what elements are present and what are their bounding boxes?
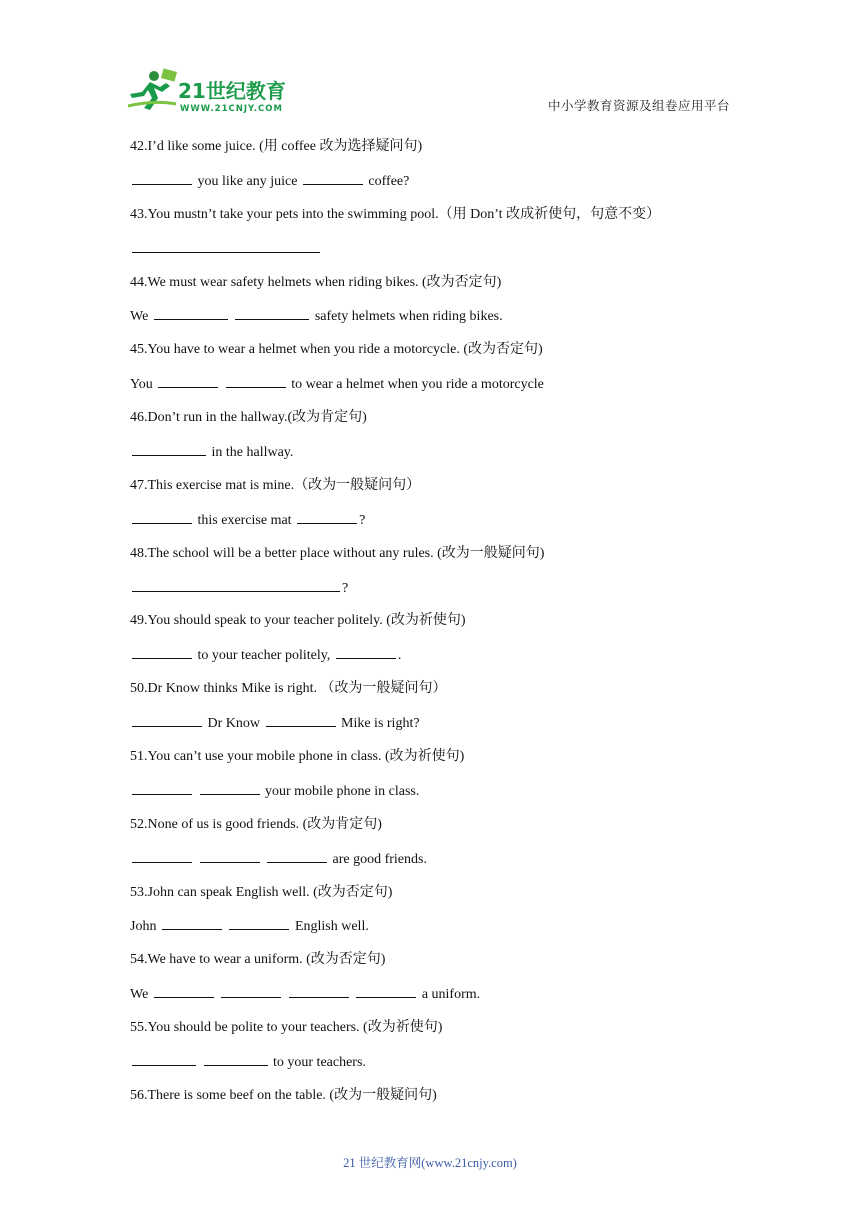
- answer-line-47: [130, 508, 750, 542]
- 21cnjy-logo: [124, 68, 294, 116]
- question-56: [130, 1084, 750, 1118]
- question-48: [130, 542, 750, 576]
- question-46: [130, 406, 750, 440]
- question-prompt: We must wear safety helmets when riding bikes. (改为否定句): [147, 274, 502, 290]
- question-number: 53.: [130, 884, 148, 900]
- question-number: 54.: [130, 952, 148, 968]
- question-number: 45.: [130, 342, 148, 358]
- answer-blank[interactable]: [132, 643, 192, 659]
- answer-line-53: [130, 914, 750, 948]
- runner-icon: [128, 68, 177, 110]
- question-prompt: We have to wear a uniform. (改为否定句): [147, 952, 386, 968]
- answer-blank[interactable]: [356, 982, 416, 998]
- answer-line-51: [130, 779, 750, 813]
- question-number: 49.: [130, 613, 148, 629]
- question-prompt: The school will be a better place without any rules. (改为一般疑问句): [147, 545, 545, 561]
- answer-text: Mike is right?: [341, 716, 420, 732]
- answer-text: coffee?: [368, 173, 410, 189]
- question-50: [130, 677, 750, 711]
- question-number: 56.: [130, 1087, 148, 1103]
- question-54: [130, 948, 750, 982]
- question-number: 51.: [130, 749, 148, 765]
- answer-blank[interactable]: [132, 779, 192, 795]
- answer-text: ?: [359, 512, 366, 528]
- logo-title: 21世纪教育: [178, 79, 286, 103]
- answer-text: safety helmets when riding bikes.: [314, 309, 503, 325]
- answer-blank[interactable]: [162, 914, 222, 930]
- answer-blank[interactable]: [132, 169, 192, 185]
- answer-text: You: [130, 377, 153, 393]
- answer-text: ?: [342, 580, 349, 596]
- question-47: [130, 474, 750, 508]
- question-number: 50.: [130, 681, 148, 697]
- answer-blank[interactable]: [226, 372, 286, 388]
- question-prompt: You have to wear a helmet when you ride a motorcycle. (改为否定句): [147, 342, 543, 358]
- answer-text: Dr Know: [207, 716, 260, 732]
- answer-blank[interactable]: [154, 304, 228, 320]
- question-prompt: None of us is good friends. (改为肯定句): [147, 816, 382, 832]
- question-number: 52.: [130, 816, 148, 832]
- question-number: 48.: [130, 545, 148, 561]
- answer-line-52: [130, 847, 750, 881]
- logo-url: WWW.21CNJY.COM: [180, 104, 283, 114]
- answer-blank[interactable]: [158, 372, 218, 388]
- question-prompt: This exercise mat is mine.（改为一般疑问句）: [147, 477, 421, 493]
- answer-blank[interactable]: [267, 847, 327, 863]
- answer-text: to your teachers.: [273, 1055, 366, 1071]
- answer-blank[interactable]: [336, 643, 396, 659]
- page-footer: 21 世纪教育网(www.21cnjy.com): [343, 1156, 517, 1170]
- answer-text: your mobile phone in class.: [265, 783, 420, 799]
- question-number: 44.: [130, 274, 148, 290]
- answer-line-44: [130, 304, 750, 338]
- question-number: 47.: [130, 477, 148, 493]
- answer-blank[interactable]: [297, 508, 357, 524]
- answer-line-43: [130, 237, 750, 271]
- question-55: [130, 1016, 750, 1050]
- question-43: [130, 203, 750, 237]
- answer-text: in the hallway.: [211, 445, 294, 461]
- answer-text: this exercise mat: [197, 512, 292, 528]
- question-42: [130, 135, 750, 169]
- question-prompt: John can speak English well. (改为否定句): [147, 884, 393, 900]
- question-number: 55.: [130, 1020, 148, 1036]
- question-49: [130, 609, 750, 643]
- answer-blank[interactable]: [200, 847, 260, 863]
- answer-blank[interactable]: [154, 982, 214, 998]
- question-prompt: There is some beef on the table. (改为一般疑问句): [147, 1087, 437, 1103]
- answer-blank[interactable]: [204, 1050, 268, 1066]
- answer-blank[interactable]: [221, 982, 281, 998]
- answer-line-54: [130, 982, 750, 1016]
- answer-blank[interactable]: [132, 576, 340, 592]
- answer-line-46: [130, 440, 750, 474]
- answer-text: a uniform.: [421, 987, 481, 1003]
- page-header: [0, 0, 860, 128]
- question-44: [130, 271, 750, 305]
- answer-line-50: [130, 711, 750, 745]
- question-52: [130, 813, 750, 847]
- answer-text: We: [130, 987, 149, 1003]
- answer-text: are good friends.: [332, 851, 427, 867]
- answer-line-45: [130, 372, 750, 406]
- question-number: 43.: [130, 206, 148, 222]
- question-45: [130, 338, 750, 372]
- answer-blank[interactable]: [229, 914, 289, 930]
- question-number: 42.: [130, 139, 148, 154]
- answer-line-42: [130, 169, 750, 203]
- question-prompt: You mustn’t take your pets into the swimming pool.（用 Don’t 改成祈使句，句意不变）: [147, 206, 661, 222]
- question-prompt: I’d like some juice. (用 coffee 改为选择疑问句): [147, 139, 423, 154]
- question-prompt: You can’t use your mobile phone in class. (改为祈使句): [147, 749, 465, 765]
- question-prompt: Don’t run in the hallway.(改为肯定句): [147, 410, 367, 426]
- answer-blank[interactable]: [235, 304, 309, 320]
- question-prompt: Dr Know thinks Mike is right. （改为一般疑问句）: [147, 681, 447, 697]
- answer-text: to wear a helmet when you ride a motorcycle: [291, 377, 544, 393]
- answer-blank[interactable]: [132, 237, 320, 253]
- answer-text: you like any juice: [197, 173, 298, 189]
- answer-text: to your teacher politely,: [197, 648, 331, 664]
- answer-line-49: [130, 643, 750, 677]
- answer-blank[interactable]: [132, 847, 192, 863]
- answer-line-55: [130, 1050, 750, 1084]
- answer-blank[interactable]: [132, 711, 202, 727]
- answer-blank[interactable]: [303, 169, 363, 185]
- answer-blank[interactable]: [132, 440, 206, 456]
- exercise-list: [130, 135, 750, 1118]
- question-prompt: You should speak to your teacher politely. (改为祈使句): [147, 613, 466, 629]
- answer-blank[interactable]: [132, 508, 192, 524]
- answer-blank[interactable]: [200, 779, 260, 795]
- answer-text: .: [397, 648, 402, 664]
- platform-title: 中小学教育资源及组卷应用平台: [547, 99, 730, 113]
- question-prompt: You should be polite to your teachers. (改为祈使句): [147, 1020, 443, 1036]
- question-53: [130, 881, 750, 915]
- answer-blank[interactable]: [289, 982, 349, 998]
- answer-line-48: [130, 576, 750, 610]
- answer-text: We: [130, 309, 149, 325]
- answer-text: John: [130, 919, 157, 935]
- question-51: [130, 745, 750, 779]
- question-number: 46.: [130, 410, 148, 426]
- answer-blank[interactable]: [132, 1050, 196, 1066]
- answer-text: English well.: [294, 919, 369, 935]
- answer-blank[interactable]: [266, 711, 336, 727]
